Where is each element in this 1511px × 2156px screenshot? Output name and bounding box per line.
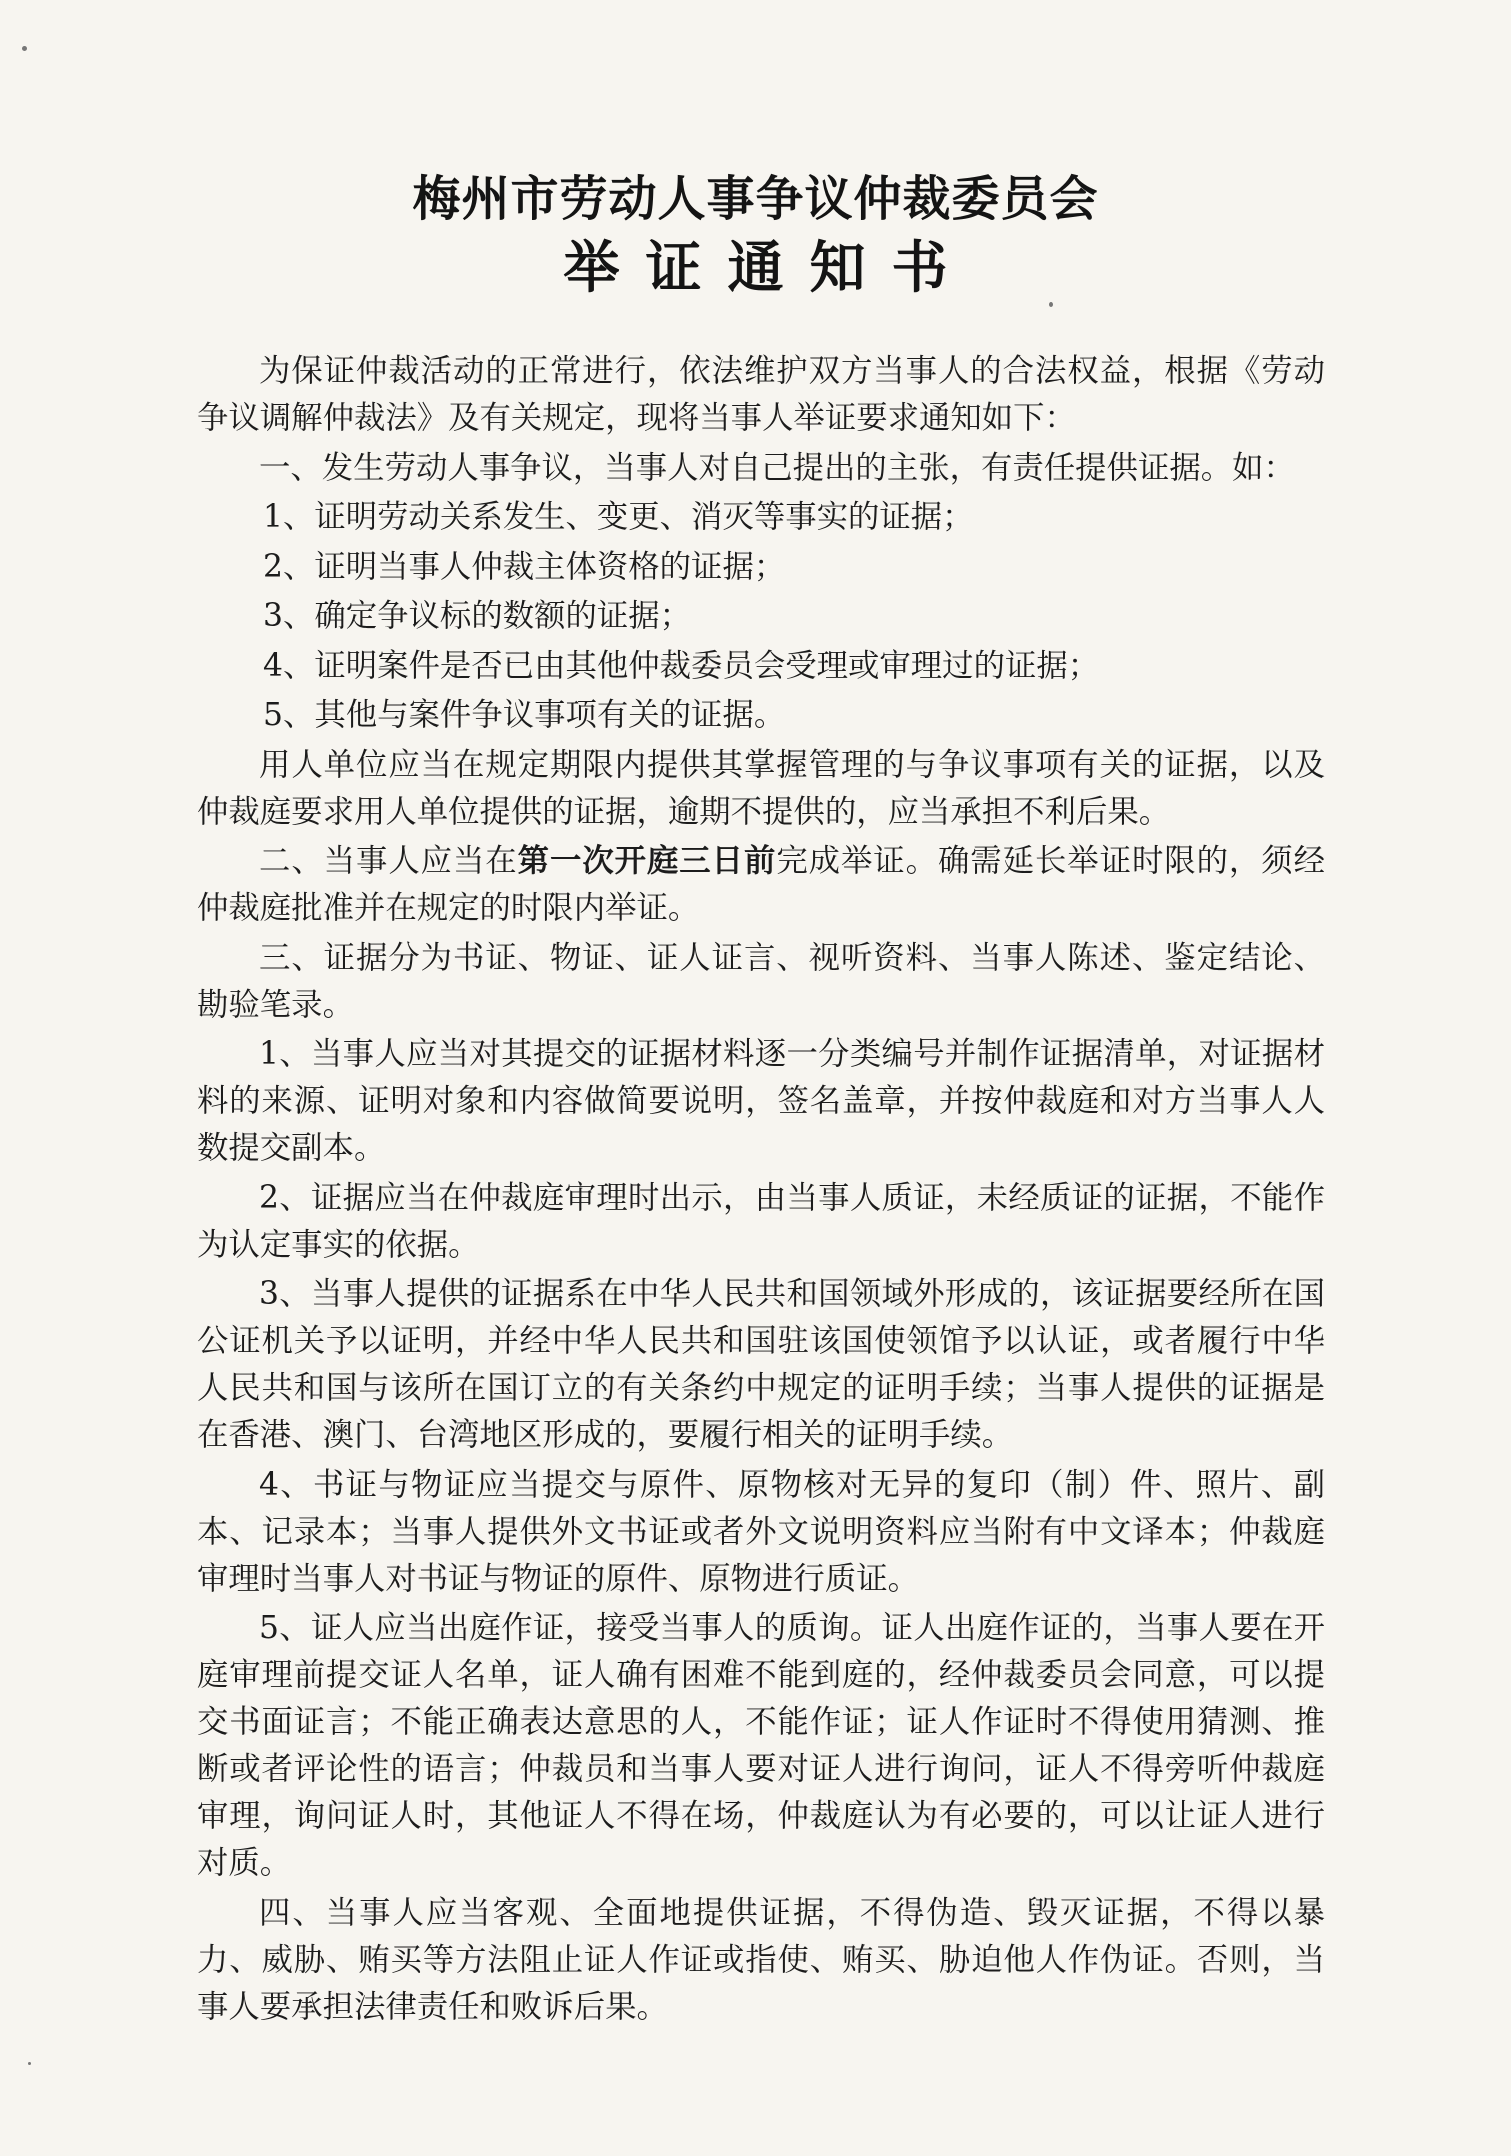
section-2-text-start: 二、当事人应当在 <box>259 843 518 879</box>
paragraph-section-1: 一、发生劳动人事争议，当事人对自己提出的主张，有责任提供证据。如： <box>259 449 1295 486</box>
paragraph-item-3-5: 5、证人应当出庭作证，接受当事人的质询。证人出庭作证的，当事人要在开庭审理前提交证人名单，证人确有困难不能到庭的，经仲裁委员会同意，可以提交书面证言；不能正确表达意思的人，不能作证；证人作证时不得使用猜测、推断或者评论性的语言；仲裁员和当事人要对证人进行询问，证人不得旁听仲裁庭审理，询问证人时，其他证人不得在场，仲裁庭认为有必要的，可以让证人进行对质。 <box>197 1610 1325 1881</box>
section-2-text-end: 完成举证。确需延长举证时限的，须经仲裁庭批准并在规定的时限内举证。 <box>197 843 1325 926</box>
paragraph-item-3-3: 3、当事人提供的证据系在中华人民共和国领域外形成的，该证据要经所在国公证机关予以证明，并经中华人民共和国驻该国使领馆予以认证，或者履行中华人民共和国与该所在国订立的有关条约中规定的证明手续；当事人提供的证据是在香港、澳门、台湾地区形成的，要履行相关的证明手续。 <box>197 1276 1325 1453</box>
document-title-notice: 举证通知书 <box>563 235 974 301</box>
paragraph-section-4: 四、当事人应当客观、全面地提供证据，不得伪造、毁灭证据，不得以暴力、威胁、贿买等方法阻止证人作证或指使、贿买、胁迫他人作伪证。否则，当事人要承担法律责任和败诉后果。 <box>197 1894 1325 2025</box>
paragraph-employer-obligation: 用人单位应当在规定期限内提供其掌握管理的与争议事项有关的证据，以及仲裁庭要求用人单位提供的证据，逾期不提供的，应当承担不利后果。 <box>197 746 1325 830</box>
paragraph-item-3-1: 1、当事人应当对其提交的证据材料逐一分类编号并制作证据清单，对证据材料的来源、证明对象和内容做简要说明，签名盖章，并按仲裁庭和对方当事人人数提交副本。 <box>197 1036 1325 1166</box>
paragraph-item-1-5: 5、其他与案件争议事项有关的证据。 <box>263 697 786 733</box>
deadline-emphasis: 第一次开庭三日前 <box>517 843 777 879</box>
scan-speck <box>22 46 27 51</box>
paragraph-item-3-4: 4、书证与物证应当提交与原件、原物核对无异的复印（制）件、照片、副本、记录本；当事人提供外文书证或者外文说明资料应当附有中文译本；仲裁庭审理时当事人对书证与物证的原件、原物进行质证。 <box>197 1466 1325 1597</box>
paragraph-item-1-2: 2、证明当事人仲裁主体资格的证据； <box>263 548 786 585</box>
paragraph-item-1-3: 3、确定争议标的数额的证据； <box>263 598 692 634</box>
paragraph-section-3: 三、证据分为书证、物证、证人证言、视听资料、当事人陈述、鉴定结论、勘验笔录。 <box>197 939 1325 1023</box>
document-body <box>197 348 1325 2033</box>
paragraph-item-1-1: 1、证明劳动关系发生、变更、消灭等事实的证据； <box>263 499 974 535</box>
paragraph-section-2 <box>197 838 1325 932</box>
paragraph-intro: 为保证仲裁活动的正常进行，依法维护双方当事人的合法权益，根据《劳动争议调解仲裁法》及有关规定，现将当事人举证要求通知如下： <box>197 353 1325 436</box>
scan-speck <box>28 2062 31 2065</box>
document-title-organization: 梅州市劳动人事争议仲裁委员会 <box>412 171 1099 227</box>
paragraph-item-3-2: 2、证据应当在仲裁庭审理时出示，由当事人质证，未经质证的证据，不能作为认定事实的依据。 <box>197 1179 1325 1263</box>
paragraph-item-1-4: 4、证明案件是否已由其他仲裁委员会受理或审理过的证据； <box>263 647 1100 684</box>
